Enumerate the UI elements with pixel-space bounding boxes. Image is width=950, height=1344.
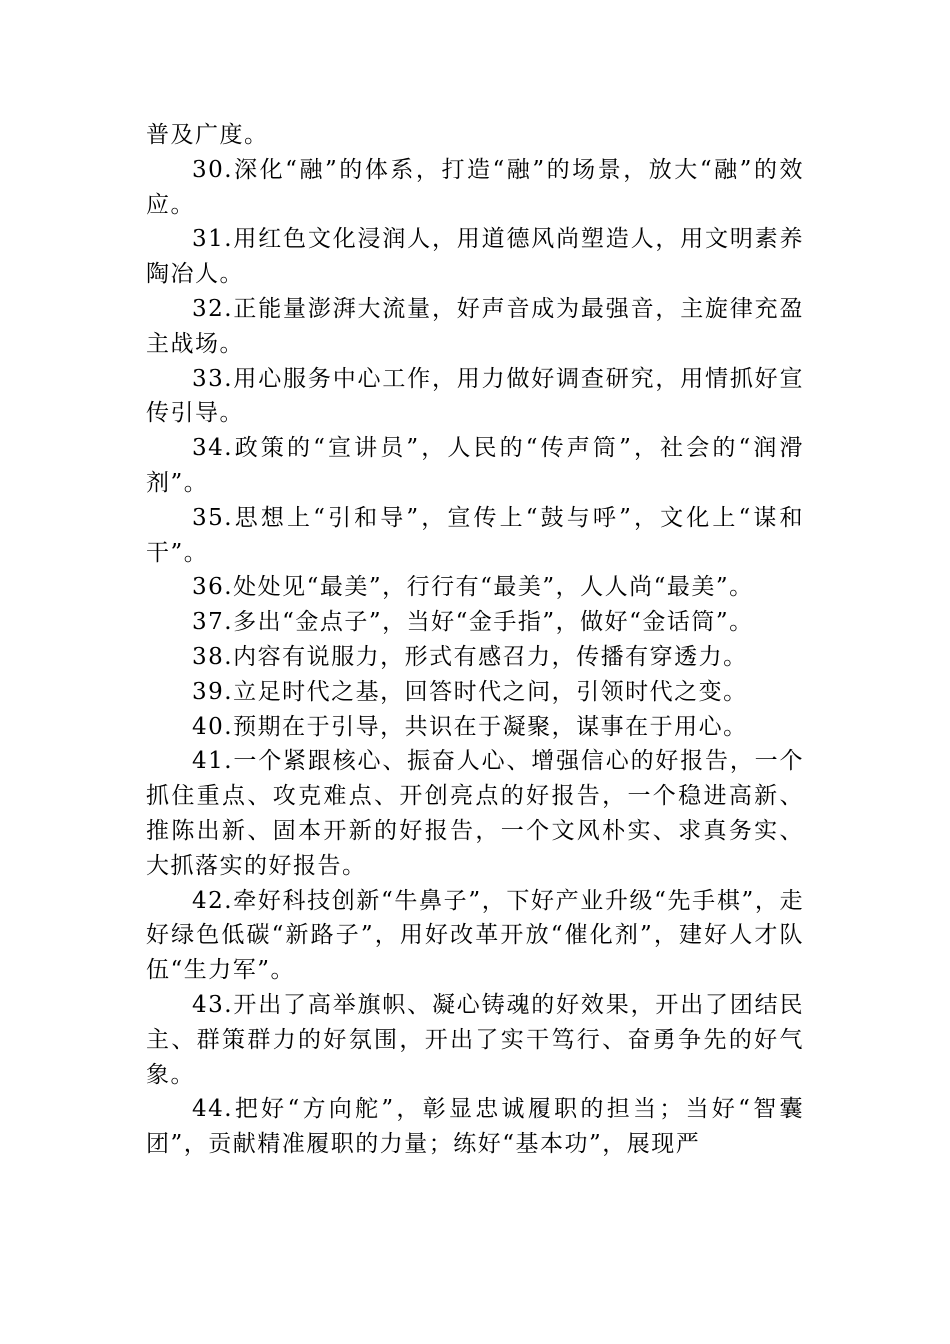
paragraph-36: 36.处处见“最美”，行行有“最美”，人人尚“最美”。	[192, 574, 754, 601]
document-body	[146, 118, 804, 1162]
paragraph-40: 40.预期在于引导，共识在于凝聚，谋事在于用心。	[192, 713, 748, 740]
paragraph-continuation: 普及广度。	[146, 122, 269, 148]
paragraph-30: 30.深化“融”的体系，打造“融”的场景，放大“融”的效应。	[146, 156, 804, 218]
paragraph-44: 44.把好“方向舵”，彰显忠诚履职的担当；当好“智囊团”，贡献精准履职的力量；练好“基本功”，展现严	[146, 1096, 804, 1158]
paragraph-38: 38.内容有说服力，形式有感召力，传播有穿透力。	[192, 643, 748, 670]
paragraph-35: 35.思想上“引和导”，宣传上“鼓与呼”，文化上“谋和干”。	[146, 504, 804, 566]
paragraph-37: 37.多出“金点子”，当好“金手指”，做好“金话筒”。	[192, 609, 754, 636]
paragraph-32: 32.正能量澎湃大流量，好声音成为最强音，主旋律充盈主战场。	[146, 295, 804, 357]
paragraph-42: 42.牵好科技创新“牛鼻子”，下好产业升级“先手棋”，走好绿色低碳“新路子”，用好改革开放“催化剂”，建好人才队伍“生力军”。	[146, 887, 804, 984]
paragraph-43: 43.开出了高举旗帜、凝心铸魂的好效果，开出了团结民主、群策群力的好氛围，开出了实干笃行、奋勇争先的好气象。	[146, 991, 804, 1088]
paragraph-34: 34.政策的“宣讲员”，人民的“传声筒”，社会的“润滑剂”。	[146, 435, 804, 496]
paragraph-41: 41.一个紧跟核心、振奋人心、增强信心的好报告，一个抓住重点、攻克难点、开创亮点的好报告，一个稳进高新、推陈出新、固本开新的好报告，一个文风朴实、求真务实、大抓落实的好报告。	[146, 748, 804, 879]
paragraph-31: 31.用红色文化浸润人，用道德风尚塑造人，用文明素养陶冶人。	[146, 226, 804, 288]
paragraph-39: 39.立足时代之基，回答时代之问，引领时代之变。	[192, 678, 748, 705]
paragraph-33: 33.用心服务中心工作，用力做好调查研究，用情抓好宣传引导。	[146, 365, 804, 427]
